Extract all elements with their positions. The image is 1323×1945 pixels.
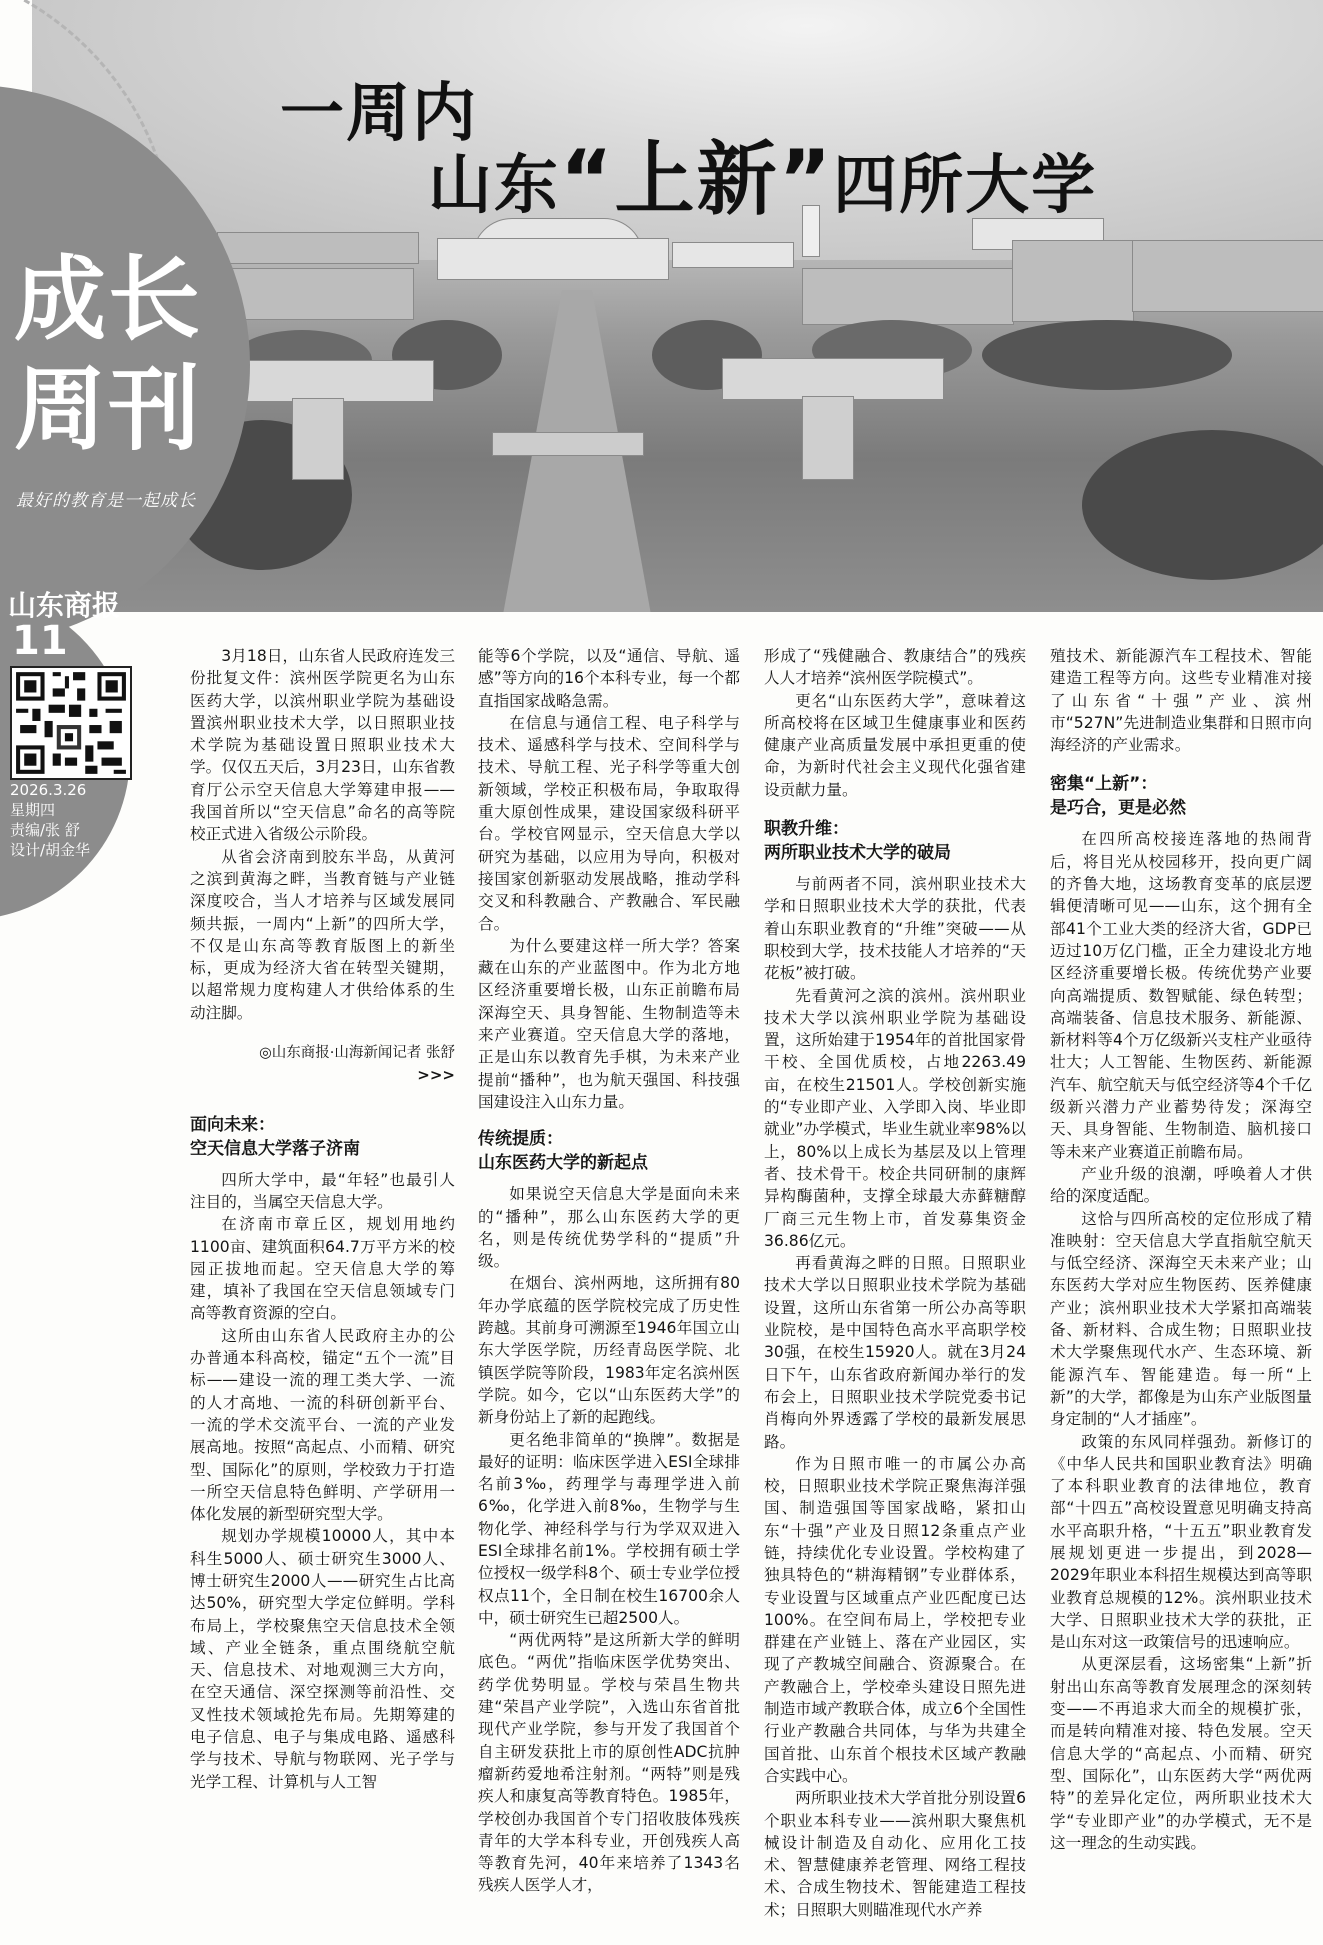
paragraph: 再看黄海之畔的日照。日照职业技术大学以日照职业技术学院为基础设置，这所山东省第一所公办高等职业院校，是中国特色高水平高职学校30强，在校生15920人。就在3月24日下午，山东省政府新闻办举行的发布会上，日照职业技术学院党委书记肖梅向外界透露了学校的最新发展思路。: [764, 1254, 1026, 1451]
headline-part-shangxin: “上新”: [560, 133, 834, 226]
headline-part-shandong: 山东: [428, 149, 560, 223]
paragraph: 产业升级的浪潮，呼唤着人才供给的深度适配。: [1050, 1164, 1312, 1206]
headline-part-four-universities: 四所大学: [833, 149, 1098, 223]
reporter-byline: ◎山东商报·山海新闻记者 张舒: [259, 1045, 455, 1062]
paragraph: 从省会济南到胶东半岛，从黄河之滨到黄海之畔，当教育链与产业链深度咬合，当人才培养与区域发展同频共振，一周内“上新”的四所大学，不仅是山东高等教育版图上的新坐标，更成为经济大省在转型关键期，以超常规力度构建人才供给体系的生动注脚。: [190, 847, 455, 1022]
issue-weekday: 星期四: [10, 801, 56, 819]
paragraph: 在济南市章丘区，规划用地约1100亩、建筑面积64.7万平方米的校园正拔地而起。空天信息大学的筹建，填补了我国在空天信息领域专门高等教育资源的空白。: [190, 1215, 455, 1323]
section-heading-line: 山东医药大学的新起点: [478, 1153, 648, 1174]
intro-section: [190, 645, 455, 1024]
paragraph: 形成了“残健融合、教康结合”的残疾人人才培养“滨州医学院模式”。: [764, 647, 1026, 688]
newspaper-name: 山东商报: [8, 589, 121, 622]
headline-line-2: [428, 115, 1097, 230]
paragraph: 这恰与四所高校的定位形成了精准映射：空天信息大学直指航空航天与低空经济、深海空天未来产业；山东医药大学对应生物医药、医养健康产业；滨州职业技术大学紧扣高端装备、新材料、合成生物；日照职业技术大学聚焦现代水产、生态环境、新能源汽车、智能建造。每一所“上新”的大学，都像是为山东产业版图量身定制的“人才插座”。: [1050, 1209, 1312, 1429]
continue-arrows: >>>: [417, 1066, 455, 1085]
paragraph: 殖技术、新能源汽车工程技术、智能建造工程等方向。这些专业精准对接了山东省“十强”产业、滨州市“527N”先进制造业集群和日照市向海经济的产业需求。: [1050, 647, 1312, 755]
paragraph: 3月18日，山东省人民政府连发三份批复文件：滨州医学院更名为山东医药大学，以滨州职业学院为基础设置滨州职业技术大学，以日照职业技术学院为基础设置日照职业技术大学。仅仅五天后，3月23日，山东省教育厅公示空天信息大学筹建申报——我国首所以“空天信息”命名的高等院校正式进入省级公示阶段。: [190, 647, 455, 844]
section-heading-new-launches: [1050, 772, 1312, 820]
article-column-3: [764, 645, 1026, 1921]
paragraph: 两所职业技术大学首批分别设置6个职业本科专业——滨州职大聚焦机械设计制造及自动化、应用化工技术、智慧健康养老管理、网络工程技术、合成生物技术、智能建造工程技术；日照职大则瞄准现代水产养: [764, 1789, 1026, 1919]
section-heading-line: 职教升维：: [764, 819, 849, 840]
section-heading-line: 面向未来：: [190, 1114, 275, 1135]
qr-code-icon[interactable]: [10, 666, 132, 780]
paragraph: 规划办学规模10000人，其中本科生5000人、硕士研究生3000人、博士研究生2000人——研究生占比高达50%，研究型大学定位鲜明。学科布局上，学校聚焦空天信息技术全领域、产业全链条，重点围绕航空航天、信息技术、对地观测三大方向，在空天通信、深空探测等前沿性、交叉性技术领域抢先布局。先期筹建的电子信息、电子与集成电路、遥感科学与技术、导航与物联网、光子学与光学工程、计算机与人工智: [190, 1527, 455, 1791]
paragraph: 为什么要建这样一所大学？答案藏在山东的产业蓝图中。作为北方地区经济重要增长极，山东正前瞻布局深海空天、具身智能、生物制造等未来产业赛道。空天信息大学的落地，正是山东以教育先手棋，为未来产业提前“播种”，也为航天强国、科技强国建设注入山东力量。: [478, 936, 740, 1111]
paragraph: 在信息与通信工程、电子科学与技术、遥感科学与技术、空间科学与技术、导航工程、光子科学等重大创新领域，学校正积极布局，争取取得重大原创性成果，建设国家级科研平台。学校官网显示，空天信息大学以研究为基础，以应用为导向，积极对接国家创新驱动发展战略，推动学科交叉和科教融合、产教融合、军民融合。: [478, 713, 740, 933]
column-name-line-1: 成长: [14, 246, 203, 353]
headline-line-1: 一周内: [280, 77, 478, 151]
paragraph: 能等6个学院，以及“通信、导航、遥感”等方向的16个本科专业，每一个都直指国家战略急需。: [478, 647, 740, 710]
paragraph: 这所由山东省人民政府主办的公办普通本科高校，锚定“五个一流”目标——建设一流的理工类大学、一流的人才高地、一流的科研创新平台、一流的学术交流平台、一流的产业发展高地。按照“高起点、小而精、研究型、国际化”的原则，学校致力于打造一所空天信息特色鲜明、产学研用一体化发展的新型研究型大学。: [190, 1326, 455, 1524]
page-number: 11: [12, 618, 68, 664]
paragraph: 先看黄河之滨的滨州。滨州职业技术大学以滨州职业学院为基础设置，这所始建于1954年的首批国家骨干校、全国优质校，占地2263.49亩，在校生21501人。学校创新实施的“专业即产业、入学即入岗、毕业即就业”办学模式，毕业生就业率98%以上，80%以上成长为基层及以上管理者、技术骨干。校企共同研制的康辉异构酶菌种，支撑全球最大赤藓糖醇厂商三元生物上市，首发募集资金36.86亿元。: [764, 986, 1026, 1250]
editor-credit: 责编/张 舒: [10, 821, 80, 839]
section-heading-line: 两所职业技术大学的破局: [764, 843, 951, 864]
paragraph: 更名“山东医药大学”，意味着这所高校将在区域卫生健康事业和医药健康产业高质量发展中承担更重的使命，为新时代社会主义现代化强省建设贡献力量。: [764, 691, 1026, 799]
article-column-1: [190, 645, 455, 1793]
section-heading-space-info: [190, 1113, 455, 1161]
paragraph: 在烟台、滨州两地，这所拥有80年办学底蕴的医学院校完成了历史性跨越。其前身可溯源至1946年国立山东大学医学院，历经青岛医学院、北镇医学院等阶段，1983年定名滨州医学院。如今，它以“山东医药大学”的新身份站上了新的起跑线。: [478, 1274, 740, 1427]
paragraph: 在四所高校接连落地的热闹背后，将目光从校园移开，投向更广阔的齐鲁大地，这场教育变革的底层逻辑便清晰可见——山东，这个拥有全部41个工业大类的经济大省，GDP已迈过10万亿门槛，正全力建设北方地区经济重要增长极。传统优势产业要向高端提质、数智赋能、绿色转型；高端装备、信息技术服务、新能源、新材料等4个万亿级新兴支柱产业亟待壮大；人工智能、生物医药、新能源汽车、航空航天与低空经济等4个千亿级新兴潜力产业蓄势待发；深海空天、具身智能、生物制造、脑机接口等未来产业赛道正前瞻布局。: [1050, 830, 1312, 1161]
column-slogan: 最好的教育是一起成长: [16, 491, 196, 511]
paragraph: 与前两者不同，滨州职业技术大学和日照职业技术大学的获批，代表着山东职业教育的“升维”突破——从职校到大学，技术技能人才培养的“天花板”被打破。: [764, 875, 1026, 983]
designer-credit: 设计/胡金华: [10, 841, 91, 859]
paragraph: 从更深层看，这场密集“上新”折射出山东高等教育发展理念的深刻转变——不再追求大而全的规模扩张，而是转向精准对接、特色发展。空天信息大学的“高起点、小而精、研究型、国际化”，山东医药大学“两优两特”的差异化定位，两所职业技术大学“专业即产业”的办学模式，无不是这一理念的生动实践。: [1050, 1655, 1312, 1852]
column-name-line-2: 周刊: [14, 356, 203, 463]
paragraph: 更名绝非简单的“换牌”。数据是最好的证明：临床医学进入ESI全球排名前3‰，药理学与毒理学进入前6‰，化学进入前8‰，生物学与生物化学、神经科学与行为学双双进入ESI全球排名前1%。学校拥有硕士学位授权一级学科8个、硕士专业学位授权点11个，全日制在校生16700余人中，硕士研究生已超2500人。: [478, 1430, 740, 1627]
paragraph: 政策的东风同样强劲。新修订的《中华人民共和国职业教育法》明确了本科职业教育的法律地位，教育部“十四五”高校设置意见明确支持高水平高职升格，“十五五”职业教育发展规划更进一步提出，到2028—2029年职业本科招生规模达到高等职业教育总规模的12%。滨州职业技术大学、日照职业技术大学的获批，正是山东对这一政策信号的迅速响应。: [1050, 1432, 1312, 1652]
paragraph: 作为日照市唯一的市属公办高校，日照职业技术学院正聚焦海洋强国、制造强国等国家战略，紧扣山东“十强”产业及日照12条重点产业链，持续优化专业设置。学校构建了独具特色的“耕海精钢”专业群体系，专业设置与区域重点产业匹配度已达100%。在空间布局上，学校把专业群建在产业链上、落在产业园区，实现了产教城空间融合、资源聚合。在产教融合上，学校牵头建设日照先进制造市域产教联合体，成立6个全国性行业产教融合共同体，与华为共建全国首批、山东首个根技术区域产教融合实践中心。: [764, 1454, 1026, 1785]
section-heading-line: 密集“上新”：: [1050, 774, 1158, 795]
section-heading-medical-university: [478, 1127, 740, 1175]
section-heading-line: 传统提质：: [478, 1129, 563, 1150]
section-heading-line: 是巧合，更是必然: [1050, 798, 1186, 819]
paragraph: “两优两特”是这所新大学的鲜明底色。“两优”指临床医学优势突出、药学优势明显。学校与荣昌生物共建“荣昌产业学院”，入选山东省首批现代产业学院，参与开发了我国首个自主研发获批上市的原创性ADC抗肿瘤新药爱地希注射剂。“两特”则是残疾人和康复高等教育特色。1985年，学校创办我国首个专门招收肢体残疾青年的大学本科专业，开创残疾人高等教育先河，40年来培养了1343名残疾人医学人才，: [478, 1631, 740, 1895]
paragraph: 如果说空天信息大学是面向未来的“播种”，那么山东医药大学的更名，则是传统优势学科的“提质”升级。: [478, 1185, 740, 1271]
issue-date: 2026.3.26: [10, 781, 87, 799]
section-heading-vocational: [764, 817, 1026, 865]
paragraph: 四所大学中，最“年轻”也最引人注目的，当属空天信息大学。: [190, 1170, 455, 1211]
section-heading-line: 空天信息大学落子济南: [190, 1138, 360, 1159]
article-column-4: [1050, 645, 1312, 1854]
article-column-2: [478, 645, 740, 1897]
